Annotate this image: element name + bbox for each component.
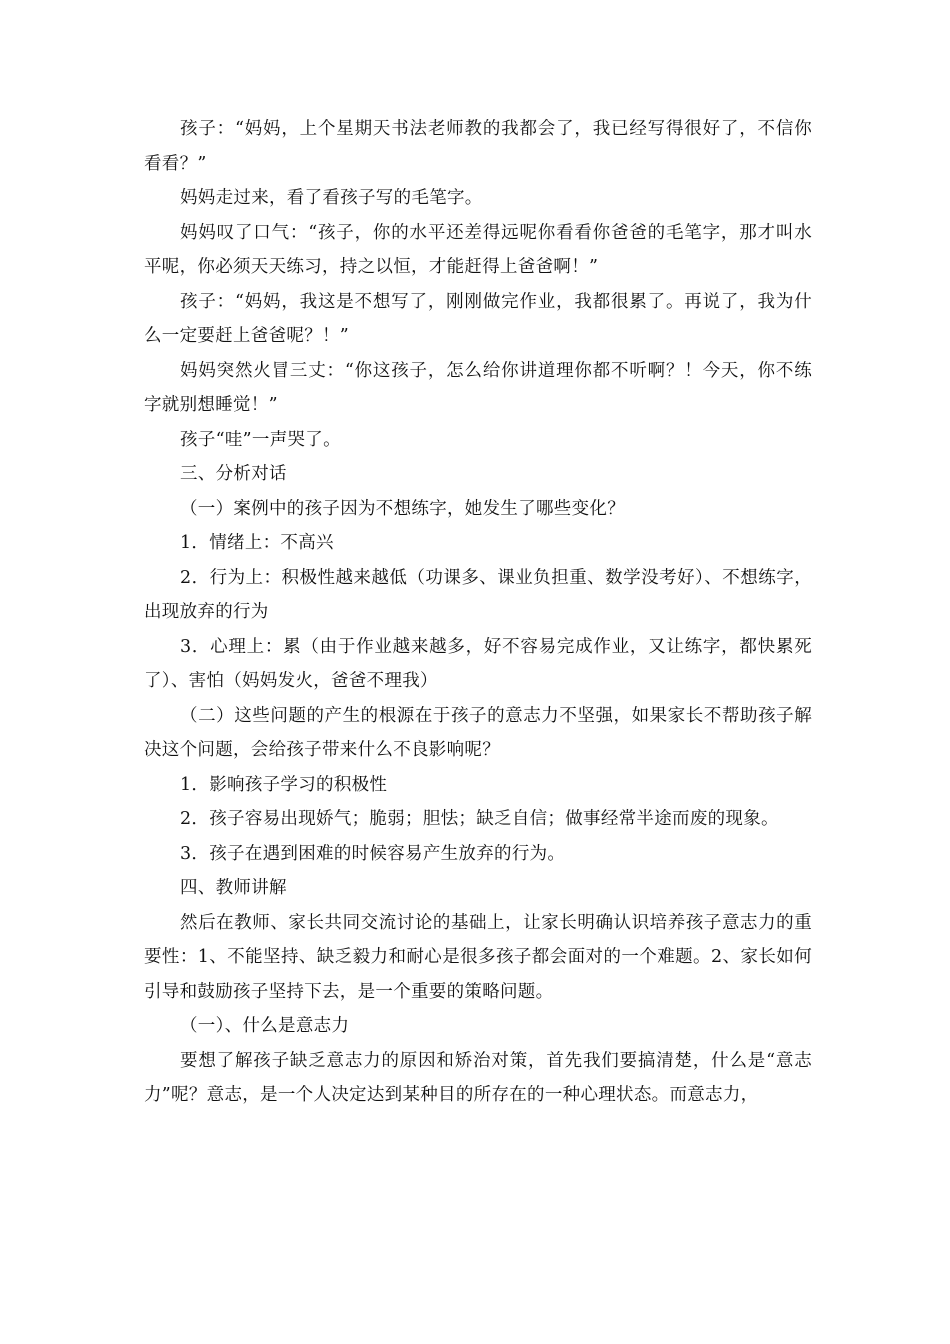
paragraph: 要想了解孩子缺乏意志力的原因和矫治对策，首先我们要搞清楚，什么是“意志力”呢？意志，是一个人决定达到某种目的所存在的一种心理状态。而意志力，: [144, 1050, 812, 1105]
list-item: 2．行为上：积极性越来越低（功课多、课业负担重、数学没考好）、不想练字，出现放弃的行为: [144, 567, 812, 622]
paragraph: 孩子：“妈妈，上个星期天书法老师教的我都会了，我已经写得很好了，不信你看看？”: [144, 119, 812, 174]
section-heading: 四、教师讲解: [180, 878, 287, 898]
subsection-heading: （一）案例中的孩子因为不想练字，她发生了哪些变化？: [180, 498, 625, 519]
list-item: 3．心理上：累（由于作业越来越多，好不容易完成作业，又让练字，都快累死了）、害怕（妈妈发火，爸爸不理我）: [144, 636, 812, 691]
paragraph: 妈妈叹了口气：“孩子，你的水平还差得远呢你看看你爸爸的毛笔字，那才叫水平呢，你必须天天练习，持之以恒，才能赶得上爸爸啊！”: [144, 222, 812, 277]
subsection-heading: （二）这些问题的产生的根源在于孩子的意志力不坚强，如果家长不帮助孩子解决这个问题，会给孩子带来什么不良影响呢？: [144, 705, 812, 760]
paragraph: 孩子：“妈妈，我这是不想写了，刚刚做完作业，我都很累了。再说了，我为什么一定要赶上爸爸呢？！”: [144, 291, 812, 346]
list-item: 1．情绪上：不高兴: [180, 533, 334, 553]
list-item: 2．孩子容易出现娇气；脆弱；胆怯；缺乏自信；做事经常半途而废的现象。: [180, 809, 779, 829]
list-item: 1．影响孩子学习的积极性: [180, 774, 388, 795]
subsection-heading: （一）、什么是意志力: [180, 1016, 350, 1036]
paragraph: 然后在教师、家长共同交流讨论的基础上，让家长明确认识培养孩子意志力的重要性：1、不能坚持、缺乏毅力和耐心是很多孩子都会面对的一个难题。2、家长如何引导和鼓励孩子坚持下去，是一个重要的策略问题。: [144, 912, 812, 1002]
paragraph: 孩子“哇”一声哭了。: [180, 429, 341, 450]
list-item: 3．孩子在遇到困难的时候容易产生放弃的行为。: [180, 843, 566, 864]
paragraph: 妈妈突然火冒三丈：“你这孩子，怎么给你讲道理你都不听啊？！今天，你不练字就别想睡觉！”: [144, 360, 812, 415]
section-heading: 三、分析对话: [180, 464, 287, 484]
paragraph: 妈妈走过来，看了看孩子写的毛笔字。: [180, 188, 483, 208]
document-body: [144, 112, 812, 1113]
